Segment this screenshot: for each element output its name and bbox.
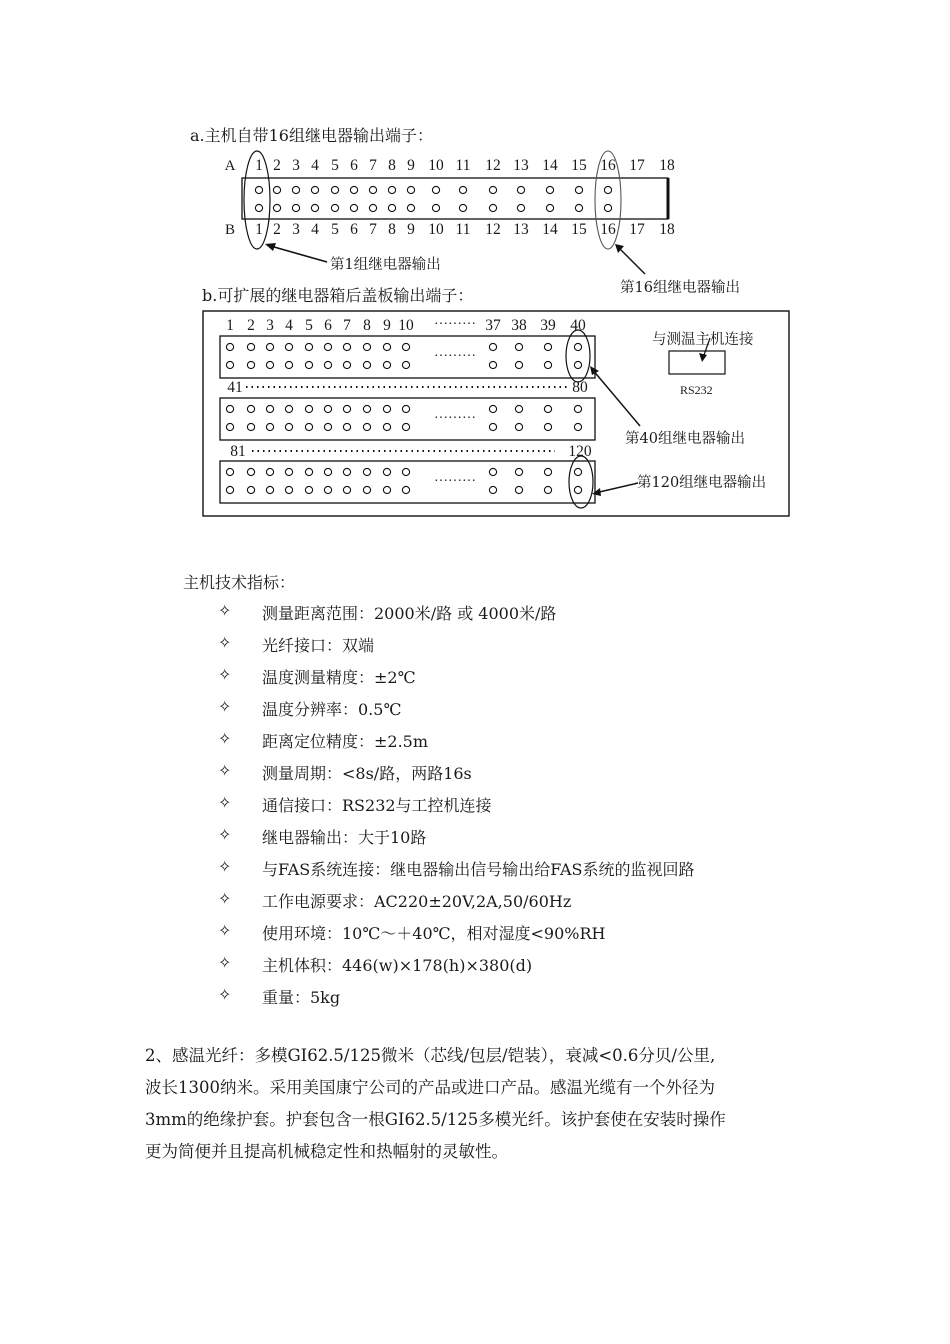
terminal-number-top: 18 bbox=[659, 157, 675, 174]
terminal-number-top: 13 bbox=[513, 157, 529, 174]
terminal-hole bbox=[266, 343, 273, 350]
terminal-number: 39 bbox=[540, 317, 556, 334]
terminal-ellipsis: ········· bbox=[434, 317, 476, 332]
callout-group-16: 第16组继电器输出 bbox=[620, 280, 740, 296]
terminal-number-top: 12 bbox=[485, 157, 501, 174]
bullet-icon: ✧ bbox=[218, 889, 232, 908]
terminal-hole bbox=[459, 186, 466, 193]
terminal-hole bbox=[226, 361, 233, 368]
terminal-hole bbox=[402, 423, 409, 430]
terminal-hole bbox=[544, 423, 551, 430]
terminal-number-top: 15 bbox=[571, 157, 587, 174]
terminal-hole bbox=[255, 204, 262, 211]
terminal-hole bbox=[544, 361, 551, 368]
terminal-hole bbox=[247, 343, 254, 350]
terminal-hole bbox=[402, 405, 409, 412]
terminal-hole bbox=[285, 343, 292, 350]
terminal-hole bbox=[604, 186, 611, 193]
callout-group-120: 第120组继电器输出 bbox=[637, 475, 767, 491]
terminal-number-top: 4 bbox=[311, 157, 319, 174]
group-40-highlight bbox=[566, 330, 590, 382]
terminal-hole bbox=[343, 343, 350, 350]
bullet-icon: ✧ bbox=[218, 985, 232, 1004]
terminal-number: 6 bbox=[324, 317, 332, 334]
terminal-hole bbox=[305, 405, 312, 412]
bullet-icon: ✧ bbox=[218, 633, 232, 652]
terminal-hole bbox=[324, 361, 331, 368]
terminal-number-top: 10 bbox=[428, 157, 444, 174]
terminal-number-bottom: 16 bbox=[600, 221, 616, 238]
terminal-hole bbox=[266, 423, 273, 430]
terminal-hole bbox=[255, 186, 262, 193]
terminal-hole bbox=[489, 405, 496, 412]
paragraph-line: 2、感温光纤：多模GI62.5/125微米（芯线/包层/铠装），衰减<0.6分贝/公里, bbox=[145, 1046, 716, 1065]
terminal-hole bbox=[402, 361, 409, 368]
terminal-hole bbox=[515, 468, 522, 475]
terminal-hole bbox=[350, 204, 357, 211]
terminal-hole bbox=[350, 186, 357, 193]
terminal-number-bottom: 13 bbox=[513, 221, 529, 238]
terminal-hole bbox=[489, 204, 496, 211]
terminal-hole bbox=[247, 423, 254, 430]
terminal-number-bottom: 18 bbox=[659, 221, 675, 238]
bullet-icon: ✧ bbox=[218, 697, 232, 716]
terminal-hole bbox=[604, 204, 611, 211]
terminal-hole bbox=[311, 204, 318, 211]
terminal-hole bbox=[324, 405, 331, 412]
terminal-hole bbox=[574, 361, 581, 368]
terminal-hole bbox=[383, 361, 390, 368]
spec-item: 温度分辨率：0.5℃ bbox=[262, 700, 402, 719]
terminal-hole bbox=[247, 405, 254, 412]
terminal-hole bbox=[544, 468, 551, 475]
spec-item: 继电器输出：大于10路 bbox=[262, 828, 427, 847]
terminal-hole bbox=[489, 468, 496, 475]
terminal-hole bbox=[247, 486, 254, 493]
terminal-number-bottom: 10 bbox=[428, 221, 444, 238]
terminal-strip bbox=[220, 461, 595, 503]
terminal-ellipsis: ········· bbox=[434, 474, 476, 489]
terminal-hole bbox=[459, 204, 466, 211]
terminal-number-bottom: 6 bbox=[350, 221, 358, 238]
terminal-hole bbox=[285, 423, 292, 430]
terminal-hole bbox=[285, 486, 292, 493]
terminal-hole bbox=[331, 204, 338, 211]
terminal-hole bbox=[574, 486, 581, 493]
terminal-number-bottom: 17 bbox=[629, 221, 645, 238]
terminal-hole bbox=[285, 361, 292, 368]
terminal-hole bbox=[432, 204, 439, 211]
bullet-icon: ✧ bbox=[218, 793, 232, 812]
row-a-label: A bbox=[224, 158, 236, 174]
arrow-group-40 bbox=[592, 369, 640, 426]
diagram-b-caption: b.可扩展的继电器箱后盖板输出端子： bbox=[202, 286, 474, 305]
terminal-hole bbox=[402, 343, 409, 350]
group-120-highlight bbox=[569, 456, 593, 508]
terminal-number-top: 9 bbox=[407, 157, 415, 174]
arrowhead bbox=[592, 488, 601, 496]
terminal-number: 8 bbox=[363, 317, 371, 334]
terminal-strip bbox=[220, 398, 595, 440]
terminal-hole bbox=[407, 204, 414, 211]
terminal-hole bbox=[515, 423, 522, 430]
bullet-icon: ✧ bbox=[218, 921, 232, 940]
terminal-hole bbox=[324, 468, 331, 475]
terminal-hole bbox=[305, 486, 312, 493]
terminal-hole bbox=[517, 204, 524, 211]
terminal-hole bbox=[383, 343, 390, 350]
host-link-label: 与测温主机连接 bbox=[652, 332, 754, 348]
rs232-label: RS232 bbox=[680, 383, 713, 397]
terminal-number: 5 bbox=[305, 317, 313, 334]
terminal-hole bbox=[546, 186, 553, 193]
terminal-hole bbox=[546, 204, 553, 211]
bullet-icon: ✧ bbox=[218, 761, 232, 780]
terminal-number: 2 bbox=[247, 317, 255, 334]
spec-item: 使用环境：10℃～＋40℃，相对湿度<90%RH bbox=[262, 924, 606, 943]
terminal-hole bbox=[489, 343, 496, 350]
terminal-hole bbox=[383, 486, 390, 493]
terminal-number-bottom: 14 bbox=[542, 221, 558, 238]
paragraph-line: 更为简便并且提高机械稳定性和热幅射的灵敏性。 bbox=[145, 1142, 508, 1161]
terminal-hole bbox=[311, 186, 318, 193]
terminal-hole bbox=[324, 486, 331, 493]
diagram-a-caption: a.主机自带16组继电器输出端子： bbox=[190, 126, 433, 145]
terminal-hole bbox=[305, 423, 312, 430]
terminal-hole bbox=[388, 204, 395, 211]
terminal-number-bottom: 5 bbox=[331, 221, 339, 238]
terminal-hole bbox=[343, 405, 350, 412]
terminal-hole bbox=[574, 423, 581, 430]
terminal-number-bottom: 7 bbox=[369, 221, 377, 238]
terminal-hole bbox=[575, 186, 582, 193]
terminal-hole bbox=[292, 204, 299, 211]
terminal-hole bbox=[363, 361, 370, 368]
terminal-number-bottom: 15 bbox=[571, 221, 587, 238]
arrow-group-120 bbox=[595, 483, 638, 493]
bullet-icon: ✧ bbox=[218, 953, 232, 972]
terminal-hole bbox=[305, 468, 312, 475]
terminal-hole bbox=[544, 486, 551, 493]
terminal-hole bbox=[226, 405, 233, 412]
terminal-number-top: 16 bbox=[600, 157, 616, 174]
terminal-ellipsis: ········· bbox=[434, 411, 476, 426]
terminal-hole bbox=[266, 468, 273, 475]
spec-item: 测量距离范围：2000米/路 或 4000米/路 bbox=[262, 604, 557, 623]
terminal-hole bbox=[369, 186, 376, 193]
bullet-icon: ✧ bbox=[218, 825, 232, 844]
terminal-strip bbox=[220, 336, 595, 378]
terminal-number-top: 1 bbox=[255, 157, 263, 174]
terminal-hole bbox=[515, 361, 522, 368]
bullet-icon: ✧ bbox=[218, 729, 232, 748]
terminal-hole bbox=[343, 361, 350, 368]
terminal-number: 38 bbox=[511, 317, 527, 334]
spec-item: 测量周期：<8s/路，两路16s bbox=[262, 764, 472, 783]
terminal-hole bbox=[266, 405, 273, 412]
terminal-hole bbox=[489, 361, 496, 368]
terminal-hole bbox=[324, 343, 331, 350]
spec-item: 通信接口：RS232与工控机连接 bbox=[262, 796, 492, 815]
terminal-hole bbox=[363, 423, 370, 430]
terminal-number-top: 6 bbox=[350, 157, 358, 174]
terminal-hole bbox=[266, 486, 273, 493]
terminal-hole bbox=[343, 486, 350, 493]
terminal-hole bbox=[324, 423, 331, 430]
terminal-hole bbox=[575, 204, 582, 211]
terminal-strip bbox=[242, 178, 668, 219]
terminal-hole bbox=[383, 468, 390, 475]
terminal-hole bbox=[247, 361, 254, 368]
spec-item: 距离定位精度：±2.5m bbox=[262, 732, 429, 751]
terminal-hole bbox=[383, 405, 390, 412]
terminal-hole bbox=[343, 468, 350, 475]
terminal-hole bbox=[226, 343, 233, 350]
terminal-hole bbox=[515, 405, 522, 412]
terminal-hole bbox=[273, 186, 280, 193]
spec-item: 光纤接口：双端 bbox=[262, 636, 375, 655]
terminal-hole bbox=[515, 343, 522, 350]
terminal-hole bbox=[515, 486, 522, 493]
terminal-number-bottom: 4 bbox=[311, 221, 319, 238]
terminal-number: 3 bbox=[266, 317, 274, 334]
terminal-number: 10 bbox=[398, 317, 414, 334]
terminal-number-bottom: 3 bbox=[292, 221, 300, 238]
terminal-number: 37 bbox=[485, 317, 501, 334]
terminal-hole bbox=[266, 361, 273, 368]
terminal-number-top: 14 bbox=[542, 157, 558, 174]
terminal-hole bbox=[402, 468, 409, 475]
terminal-hole bbox=[363, 486, 370, 493]
fiber-paragraph bbox=[145, 1040, 825, 1168]
terminal-number-top: 2 bbox=[273, 157, 281, 174]
terminal-number: 81 bbox=[230, 443, 246, 460]
terminal-diagram-a bbox=[215, 150, 695, 280]
terminal-hole bbox=[247, 468, 254, 475]
terminal-hole bbox=[544, 343, 551, 350]
terminal-hole bbox=[292, 186, 299, 193]
terminal-number-bottom: 1 bbox=[255, 221, 263, 238]
bullet-icon: ✧ bbox=[218, 601, 232, 620]
terminal-number: 9 bbox=[383, 317, 391, 334]
spec-item: 主机体积：446(w)×178(h)×380(d) bbox=[262, 956, 533, 975]
terminal-hole bbox=[402, 486, 409, 493]
terminal-hole bbox=[388, 186, 395, 193]
spec-item: 工作电源要求：AC220±20V,2A,50/60Hz bbox=[262, 892, 572, 911]
terminal-hole bbox=[363, 405, 370, 412]
terminal-hole bbox=[489, 423, 496, 430]
terminal-hole bbox=[226, 423, 233, 430]
callout-group-40: 第40组继电器输出 bbox=[625, 431, 745, 447]
terminal-number-bottom: 2 bbox=[273, 221, 281, 238]
terminal-hole bbox=[285, 405, 292, 412]
terminal-hole bbox=[489, 486, 496, 493]
terminal-hole bbox=[369, 204, 376, 211]
terminal-hole bbox=[363, 343, 370, 350]
terminal-hole bbox=[383, 423, 390, 430]
arrowhead bbox=[699, 353, 707, 362]
terminal-number: 4 bbox=[285, 317, 293, 334]
terminal-hole bbox=[285, 468, 292, 475]
terminal-number-top: 5 bbox=[331, 157, 339, 174]
terminal-number-bottom: 8 bbox=[388, 221, 396, 238]
terminal-number: 80 bbox=[572, 379, 588, 396]
terminal-number-top: 3 bbox=[292, 157, 300, 174]
bullet-icon: ✧ bbox=[218, 665, 232, 684]
terminal-hole bbox=[489, 186, 496, 193]
terminal-hole bbox=[226, 486, 233, 493]
terminal-hole bbox=[305, 361, 312, 368]
terminal-hole bbox=[432, 186, 439, 193]
terminal-hole bbox=[574, 405, 581, 412]
spec-item: 与FAS系统连接：继电器输出信号输出给FAS系统的监视回路 bbox=[262, 860, 695, 879]
terminal-hole bbox=[574, 468, 581, 475]
terminal-hole bbox=[273, 204, 280, 211]
arrow-group-1 bbox=[267, 245, 327, 262]
terminal-number-top: 11 bbox=[455, 157, 471, 174]
terminal-number: 120 bbox=[568, 443, 592, 460]
terminal-number-top: 17 bbox=[629, 157, 645, 174]
terminal-number: 1 bbox=[226, 317, 234, 334]
spec-item: 重量：5kg bbox=[262, 988, 341, 1007]
terminal-hole bbox=[544, 405, 551, 412]
terminal-hole bbox=[331, 186, 338, 193]
terminal-number-bottom: 12 bbox=[485, 221, 501, 238]
specs-title: 主机技术指标： bbox=[183, 573, 296, 592]
callout-group-1: 第1组继电器输出 bbox=[330, 257, 441, 273]
paragraph-line: 3mm的绝缘护套。护套包含一根GI62.5/125多模光纤。该护套使在安装时操作 bbox=[145, 1110, 726, 1129]
terminal-hole bbox=[407, 186, 414, 193]
terminal-number-bottom: 11 bbox=[455, 221, 471, 238]
terminal-number: 7 bbox=[343, 317, 351, 334]
terminal-hole bbox=[343, 423, 350, 430]
terminal-hole bbox=[226, 468, 233, 475]
terminal-hole bbox=[517, 186, 524, 193]
terminal-hole bbox=[363, 468, 370, 475]
terminal-number: 40 bbox=[570, 317, 586, 334]
terminal-ellipsis: ········· bbox=[434, 349, 476, 364]
spec-item: 温度测量精度：±2℃ bbox=[262, 668, 416, 687]
terminal-hole bbox=[574, 343, 581, 350]
terminal-number-top: 7 bbox=[369, 157, 377, 174]
terminal-number-bottom: 9 bbox=[407, 221, 415, 238]
rs232-connector bbox=[669, 351, 725, 374]
paragraph-line: 波长1300纳米。采用美国康宁公司的产品或进口产品。感温光缆有一个外径为 bbox=[145, 1078, 715, 1097]
arrow-group-16 bbox=[617, 246, 645, 274]
terminal-number-top: 8 bbox=[388, 157, 396, 174]
bullet-icon: ✧ bbox=[218, 857, 232, 876]
terminal-number: 41 bbox=[227, 379, 243, 396]
arrowhead bbox=[265, 243, 276, 251]
terminal-hole bbox=[305, 343, 312, 350]
row-b-label: B bbox=[224, 222, 236, 238]
